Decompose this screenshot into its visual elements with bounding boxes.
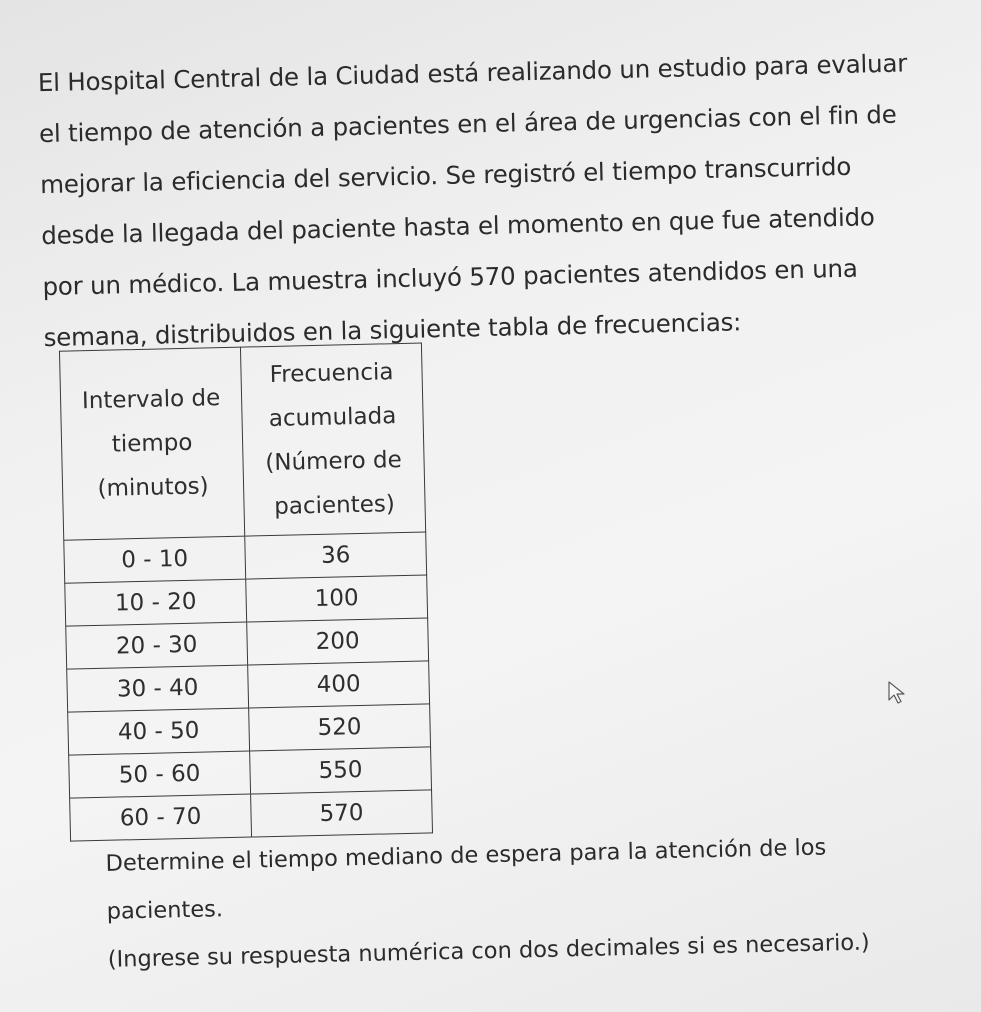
statement-line: desde la llegada del paciente hasta el momento en que fue atendido xyxy=(41,202,875,251)
question-prompt xyxy=(105,820,968,983)
interval-cell: 50 - 60 xyxy=(69,751,251,798)
interval-cell: 20 - 30 xyxy=(66,622,248,669)
frequency-cell: 36 xyxy=(245,532,427,579)
frequency-cell: 200 xyxy=(247,618,429,665)
table-header-row xyxy=(59,343,425,540)
problem-statement xyxy=(37,36,964,363)
statement-line: mejorar la eficiencia del servicio. Se registró el tiempo transcurrido xyxy=(39,151,852,200)
interval-column-header: Intervalo de tiempo (minutos) xyxy=(59,347,244,540)
frequency-cell: 550 xyxy=(250,747,432,794)
frequency-cell: 400 xyxy=(248,661,430,708)
frequency-cell: 520 xyxy=(249,704,431,751)
mouse-pointer-icon xyxy=(886,680,910,706)
interval-cell: 30 - 40 xyxy=(67,665,249,712)
statement-line: semana, distribuidos en la siguiente tabla de frecuencias: xyxy=(43,307,742,353)
cumulative-frequency-column-header: Frecuencia acumulada (Número de pacientes) xyxy=(240,343,425,536)
statement-line: por un médico. La muestra incluyó 570 pacientes atendidos en una xyxy=(42,253,858,302)
statement-line: el tiempo de atención a pacientes en el área de urgencias con el fin de xyxy=(38,99,897,149)
interval-cell: 0 - 10 xyxy=(64,536,246,583)
question-line: pacientes. xyxy=(106,896,224,925)
interval-cell: 10 - 20 xyxy=(65,579,247,626)
interval-cell: 40 - 50 xyxy=(68,708,250,755)
interval-cell: 60 - 70 xyxy=(70,794,252,841)
question-line: Determine el tiempo mediano de espera para la atención de los xyxy=(105,834,827,877)
question-line: (Ingrese su respuesta numérica con dos decimales si es necesario.) xyxy=(107,929,870,973)
frequency-cell: 570 xyxy=(251,790,433,837)
frequency-cell: 100 xyxy=(246,575,428,622)
statement-line: El Hospital Central de la Ciudad está realizando un estudio para evaluar xyxy=(37,48,908,98)
frequency-table xyxy=(59,343,433,842)
